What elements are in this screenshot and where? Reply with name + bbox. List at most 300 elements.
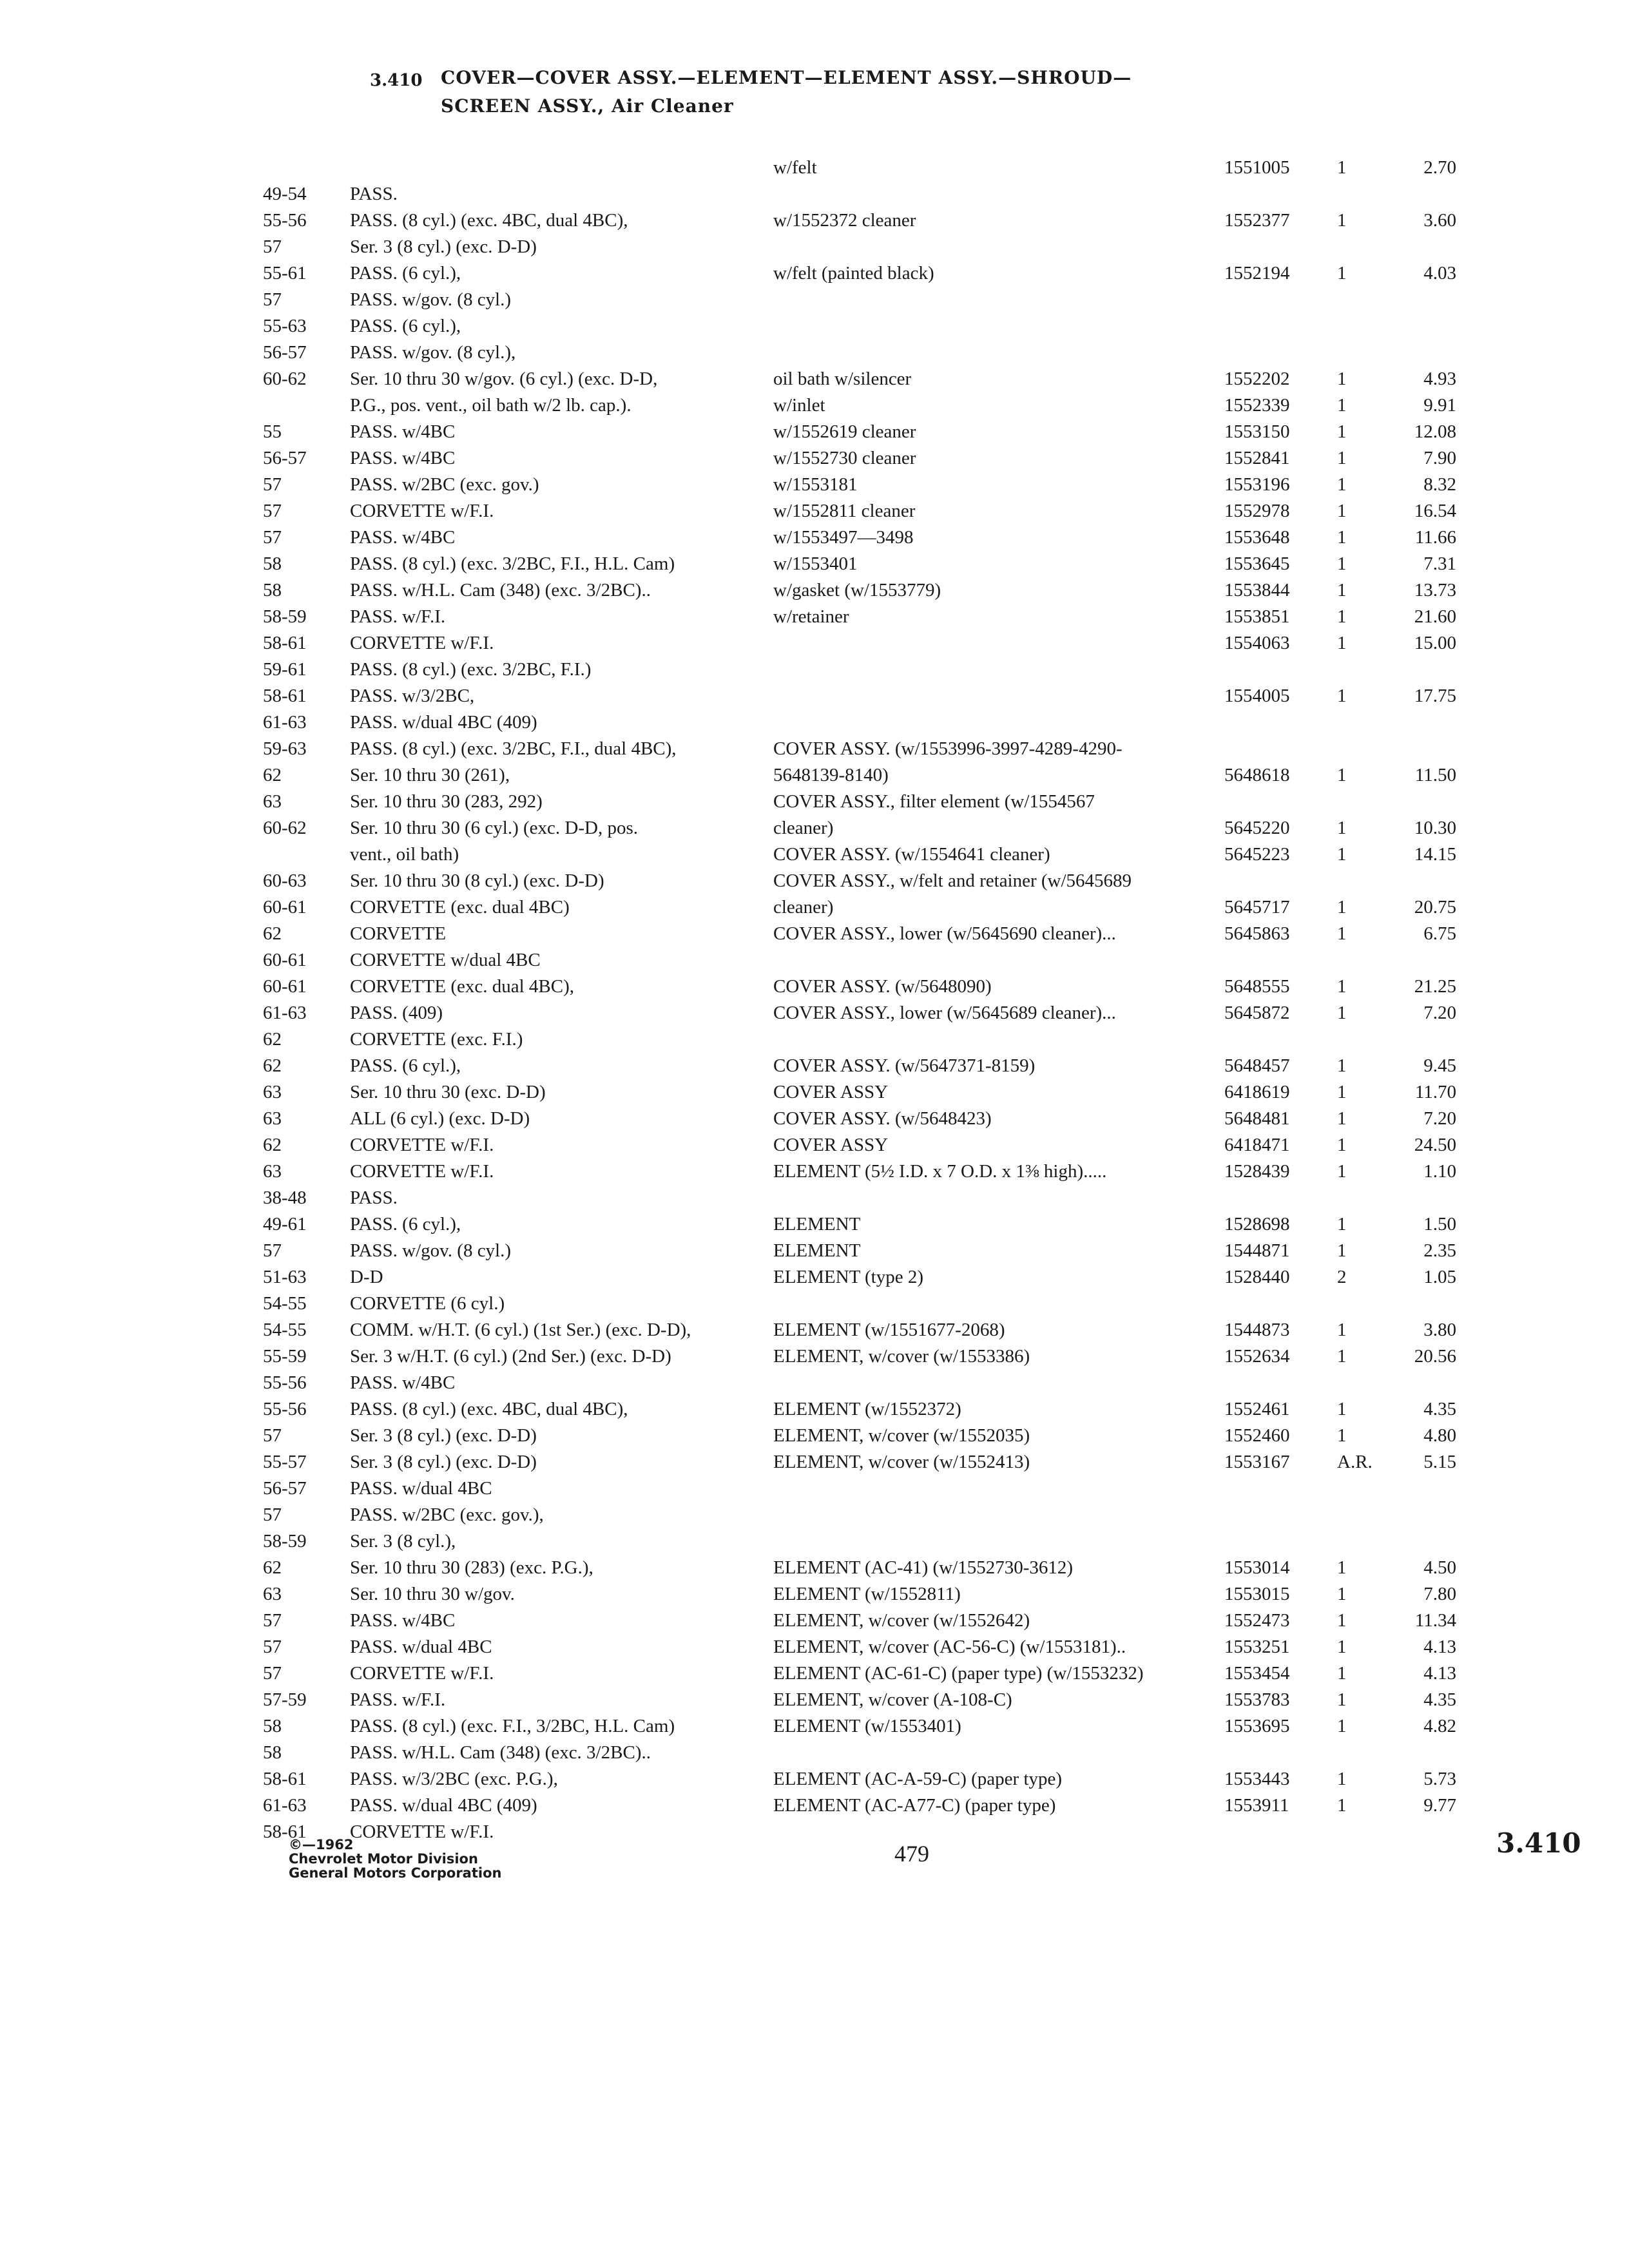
part-quantity: 1 [1337,395,1347,416]
part-row [773,1423,1476,1449]
part-number: 1544873 [1224,1320,1290,1340]
part-price: 3.60 [1423,210,1456,231]
part-description: COVER ASSY. (w/5648423) [773,1108,992,1129]
application-row [263,1238,753,1264]
application-row [263,181,753,207]
application-description: P.G., pos. vent., oil bath w/2 lb. cap.). [350,395,631,416]
part-description: w/felt (painted black) [773,263,934,284]
part-description: COVER ASSY., lower (w/5645689 cleaner)... [773,1003,1116,1023]
part-row [773,736,1476,762]
part-quantity: 1 [1337,474,1347,495]
year-range: 61-63 [263,1003,307,1023]
year-range: 57 [263,289,282,310]
application-description: Ser. 10 thru 30 (exc. D-D) [350,1082,546,1102]
part-description: w/gasket (w/1553779) [773,580,941,601]
part-row [773,1158,1476,1185]
part-row [773,683,1476,709]
year-range: 54-55 [263,1293,307,1314]
year-range: 60-62 [263,818,307,838]
part-row [773,868,1476,894]
year-range: 63 [263,1161,282,1182]
part-description: COVER ASSY. (w/1554641 cleaner) [773,844,1050,865]
part-row [773,815,1476,841]
application-description: CORVETTE (6 cyl.) [350,1293,505,1314]
part-price: 1.05 [1423,1267,1456,1287]
part-description: ELEMENT, w/cover (A-108-C) [773,1689,1012,1710]
part-row [773,974,1476,1000]
part-number: 1552460 [1224,1425,1290,1446]
part-description: COVER ASSY., lower (w/5645690 cleaner)... [773,923,1116,944]
application-description: PASS. (6 cyl.), [350,1214,461,1235]
year-range: 63 [263,791,282,812]
year-range: 60-63 [263,870,307,891]
part-number: 1553014 [1224,1557,1290,1578]
year-range: 60-62 [263,369,307,389]
part-price: 10.30 [1414,818,1456,838]
part-row [773,551,1476,577]
part-description: ELEMENT (AC-61-C) (paper type) (w/1553232) [773,1663,1144,1684]
part-row [773,392,1476,419]
part-quantity: 1 [1337,1637,1347,1657]
part-number: 1552473 [1224,1610,1290,1631]
year-range: 49-54 [263,184,307,204]
part-row [773,340,1476,366]
part-row [773,524,1476,551]
part-price: 5.15 [1423,1452,1456,1472]
part-row [773,1608,1476,1634]
application-row [263,1026,753,1053]
part-number: 5645717 [1224,897,1290,918]
part-row [773,498,1476,524]
application-description: PASS. w/F.I. [350,1689,446,1710]
part-description: w/felt [773,157,817,178]
part-number: 1553196 [1224,474,1290,495]
part-number: 1528439 [1224,1161,1290,1182]
part-quantity: 1 [1337,1425,1347,1446]
part-number: 1553645 [1224,553,1290,574]
part-number: 1552194 [1224,263,1290,284]
part-price: 7.90 [1423,448,1456,468]
part-description: COVER ASSY. (w/1553996-3997-4289-4290- [773,738,1123,759]
application-description: Ser. 3 (8 cyl.), [350,1531,456,1552]
part-price: 11.50 [1414,765,1456,785]
year-range: 58-59 [263,1531,307,1552]
year-range: 55-56 [263,1399,307,1419]
year-range: 57 [263,1425,282,1446]
part-row [773,207,1476,234]
year-range: 57 [263,474,282,495]
part-number: 1552377 [1224,210,1290,231]
parts-column [773,155,1476,1819]
part-quantity: 1 [1337,1795,1347,1816]
part-description: w/1552619 cleaner [773,421,916,442]
part-description: cleaner) [773,818,834,838]
part-number: 6418619 [1224,1082,1290,1102]
part-description: ELEMENT (5½ I.D. x 7 O.D. x 1⅜ high)..... [773,1161,1107,1182]
part-description: COVER ASSY., filter element (w/1554567 [773,791,1095,812]
part-quantity: 1 [1337,633,1347,653]
part-row [773,234,1476,260]
application-description: Ser. 3 (8 cyl.) (exc. D-D) [350,1425,537,1446]
application-row [263,709,753,736]
part-row [773,445,1476,472]
application-row [263,419,753,445]
part-quantity: 1 [1337,1716,1347,1736]
part-description: ELEMENT, w/cover (w/1552642) [773,1610,1030,1631]
part-row [773,366,1476,392]
part-description: ELEMENT [773,1214,861,1235]
part-price: 1.10 [1423,1161,1456,1182]
part-description: COVER ASSY [773,1135,889,1155]
part-row [773,921,1476,947]
application-row [263,657,753,683]
application-row [263,313,753,340]
year-range: 58 [263,1742,282,1763]
copyright-line: Chevrolet Motor Division [289,1851,478,1867]
part-row [773,1634,1476,1660]
part-description: ELEMENT (AC-41) (w/1552730-3612) [773,1557,1074,1578]
part-quantity: 1 [1337,1689,1347,1710]
part-quantity: 1 [1337,765,1347,785]
part-quantity: 1 [1337,157,1347,178]
year-range: 59-61 [263,659,307,680]
part-quantity: 1 [1337,263,1347,284]
year-range: 55-57 [263,1452,307,1472]
application-row [263,445,753,472]
part-number: 1553167 [1224,1452,1290,1472]
application-row [263,287,753,313]
part-quantity: 1 [1337,1610,1347,1631]
part-quantity: 1 [1337,553,1347,574]
application-row [263,868,753,894]
application-description: CORVETTE w/F.I. [350,1135,494,1155]
part-row [773,472,1476,498]
application-row [263,551,753,577]
year-range: 57 [263,1663,282,1684]
part-price: 2.35 [1423,1240,1456,1261]
application-description: PASS. w/4BC [350,1372,456,1393]
part-price: 4.35 [1423,1689,1456,1710]
application-description: PASS. (8 cyl.) (exc. 4BC, dual 4BC), [350,210,628,231]
application-row [263,472,753,498]
application-row [263,155,753,181]
part-row [773,1581,1476,1608]
part-description: ELEMENT (AC-A77-C) (paper type) [773,1795,1056,1816]
year-range: 62 [263,1135,282,1155]
part-row [773,604,1476,630]
application-description: ALL (6 cyl.) (exc. D-D) [350,1108,530,1129]
part-row [773,1740,1476,1766]
application-row [263,1185,753,1211]
part-price: 11.70 [1414,1082,1456,1102]
part-quantity: 1 [1337,527,1347,548]
part-price: 16.54 [1414,501,1456,521]
part-price: 11.34 [1414,1610,1456,1631]
part-quantity: 2 [1337,1267,1347,1287]
part-price: 4.80 [1423,1425,1456,1446]
section-number: 3.410 [370,71,423,90]
application-row [263,392,753,419]
part-number: 1553150 [1224,421,1290,442]
year-range: 62 [263,1557,282,1578]
part-description: ELEMENT (type 2) [773,1267,924,1287]
part-row [773,1264,1476,1291]
part-quantity: 1 [1337,1214,1347,1235]
part-quantity: 1 [1337,1769,1347,1789]
year-range: 55-59 [263,1346,307,1367]
part-row [773,419,1476,445]
part-quantity: 1 [1337,976,1347,997]
application-row [263,1528,753,1555]
application-row [263,1634,753,1660]
application-row [263,1502,753,1528]
application-description: PASS. w/dual 4BC (409) [350,712,537,733]
part-number: 1553015 [1224,1584,1290,1604]
part-description: w/1552811 cleaner [773,501,916,521]
year-range: 57 [263,527,282,548]
application-description: Ser. 10 thru 30 (261), [350,765,510,785]
part-quantity: 1 [1337,1240,1347,1261]
application-row [263,260,753,287]
part-row [773,1792,1476,1819]
application-row [263,1475,753,1502]
part-description: ELEMENT, w/cover (w/1553386) [773,1346,1030,1367]
application-description: PASS. w/4BC [350,1610,456,1631]
application-row [263,604,753,630]
year-range: 57 [263,236,282,257]
application-description: Ser. 10 thru 30 w/gov. [350,1584,515,1604]
part-description: w/1553401 [773,553,858,574]
application-description: PASS. w/dual 4BC [350,1478,492,1499]
part-price: 11.66 [1414,527,1456,548]
part-description: w/1553181 [773,474,858,495]
part-number: 1553454 [1224,1663,1290,1684]
part-row [773,1555,1476,1581]
part-price: 20.75 [1414,897,1456,918]
part-row [773,155,1476,181]
application-row [263,1660,753,1687]
part-row [773,1660,1476,1687]
part-number: 1553783 [1224,1689,1290,1710]
application-row [263,1264,753,1291]
part-description: ELEMENT (w/1552811) [773,1584,961,1604]
part-number: 1551005 [1224,157,1290,178]
application-row [263,1000,753,1026]
year-range: 59-63 [263,738,307,759]
application-row [263,1766,753,1792]
year-range: 57 [263,1240,282,1261]
part-description: COVER ASSY [773,1082,889,1102]
copyright-block [289,1838,501,1880]
part-quantity: 1 [1337,844,1347,865]
part-row [773,657,1476,683]
application-row [263,498,753,524]
part-row [773,1687,1476,1713]
year-range: 58 [263,553,282,574]
part-number: 5645863 [1224,923,1290,944]
part-price: 7.80 [1423,1584,1456,1604]
part-number: 1552841 [1224,448,1290,468]
part-row [773,1370,1476,1396]
application-row [263,894,753,921]
application-row [263,1079,753,1106]
application-description: CORVETTE (exc. dual 4BC) [350,897,570,918]
year-range: 60-61 [263,976,307,997]
part-quantity: 1 [1337,369,1347,389]
part-price: 17.75 [1414,686,1456,706]
part-price: 21.60 [1414,606,1456,627]
year-range: 62 [263,1029,282,1050]
application-row [263,524,753,551]
part-row [773,260,1476,287]
part-price: 4.82 [1423,1716,1456,1736]
part-price: 4.03 [1423,263,1456,284]
year-range: 60-61 [263,950,307,970]
part-row [773,577,1476,604]
part-description: ELEMENT (w/1553401) [773,1716,961,1736]
year-range: 58-61 [263,1769,307,1789]
application-row [263,1423,753,1449]
part-number: 5645872 [1224,1003,1290,1023]
part-number: 1552202 [1224,369,1290,389]
part-row [773,947,1476,974]
part-quantity: 1 [1337,1663,1347,1684]
part-price: 9.91 [1423,395,1456,416]
application-description: Ser. 10 thru 30 (6 cyl.) (exc. D-D, pos. [350,818,638,838]
application-row [263,921,753,947]
part-price: 4.13 [1423,1663,1456,1684]
year-range: 63 [263,1584,282,1604]
year-range: 58-61 [263,1821,307,1842]
application-description: Ser. 3 (8 cyl.) (exc. D-D) [350,236,537,257]
year-range: 55-56 [263,1372,307,1393]
application-row [263,1608,753,1634]
year-range: 58-59 [263,606,307,627]
application-description: CORVETTE (exc. F.I.) [350,1029,523,1050]
part-quantity: 1 [1337,580,1347,601]
application-description: CORVETTE [350,923,447,944]
part-row [773,1185,1476,1211]
application-row [263,577,753,604]
application-description: PASS. w/gov. (8 cyl.), [350,342,516,363]
part-quantity: 1 [1337,1082,1347,1102]
application-row [263,1291,753,1317]
application-description: CORVETTE w/F.I. [350,501,494,521]
year-range: 58 [263,1716,282,1736]
part-price: 7.20 [1423,1108,1456,1129]
year-range: 55-56 [263,210,307,231]
page-title-line-1: COVER—COVER ASSY.—ELEMENT—ELEMENT ASSY.—SHROUD— [441,67,1132,88]
application-description: PASS. w/3/2BC, [350,686,475,706]
part-number: 5648555 [1224,976,1290,997]
part-row [773,1106,1476,1132]
part-price: 3.80 [1423,1320,1456,1340]
part-description: COVER ASSY., w/felt and retainer (w/5645689 [773,870,1132,891]
part-row [773,1026,1476,1053]
part-quantity: 1 [1337,606,1347,627]
part-quantity: 1 [1337,818,1347,838]
year-range: 58 [263,580,282,601]
application-column [263,155,753,1845]
part-quantity: 1 [1337,1135,1347,1155]
part-price: 2.70 [1423,157,1456,178]
part-quantity: 1 [1337,897,1347,918]
part-price: 14.15 [1414,844,1456,865]
part-quantity: 1 [1337,1557,1347,1578]
application-description: COMM. w/H.T. (6 cyl.) (1st Ser.) (exc. D-D), [350,1320,691,1340]
part-price: 7.31 [1423,553,1456,574]
part-description: ELEMENT (w/1552372) [773,1399,961,1419]
part-quantity: 1 [1337,1055,1347,1076]
application-description: PASS. (8 cyl.) (exc. F.I., 3/2BC, H.L. Cam) [350,1716,675,1736]
part-row [773,1528,1476,1555]
part-description: ELEMENT, w/cover (w/1552035) [773,1425,1030,1446]
application-row [263,974,753,1000]
application-row [263,1317,753,1343]
part-row [773,1475,1476,1502]
part-row [773,894,1476,921]
application-row [263,947,753,974]
part-description: w/1552372 cleaner [773,210,916,231]
part-quantity: 1 [1337,501,1347,521]
part-row [773,1713,1476,1740]
part-price: 1.50 [1423,1214,1456,1235]
application-description: PASS. w/4BC [350,421,456,442]
part-price: 21.25 [1414,976,1456,997]
application-description: CORVETTE (exc. dual 4BC), [350,976,575,997]
year-range: 62 [263,765,282,785]
part-description: w/retainer [773,606,849,627]
year-range: 49-61 [263,1214,307,1235]
part-number: 5645223 [1224,844,1290,865]
year-range: 57 [263,1637,282,1657]
part-quantity: 1 [1337,1003,1347,1023]
part-number: 1554063 [1224,633,1290,653]
application-description: PASS. [350,1187,398,1208]
part-number: 1528440 [1224,1267,1290,1287]
application-row [263,1687,753,1713]
application-description: PASS. (8 cyl.) (exc. 3/2BC, F.I., dual 4BC), [350,738,677,759]
application-row [263,1132,753,1158]
part-number: 5648457 [1224,1055,1290,1076]
part-description: COVER ASSY. (w/5648090) [773,976,992,997]
year-range: 57-59 [263,1689,307,1710]
part-description: ELEMENT [773,1240,861,1261]
part-price: 24.50 [1414,1135,1456,1155]
year-range: 58-61 [263,686,307,706]
part-price: 7.20 [1423,1003,1456,1023]
application-description: PASS. [350,184,398,204]
part-number: 1553911 [1224,1795,1289,1816]
application-description: Ser. 3 (8 cyl.) (exc. D-D) [350,1452,537,1472]
application-row [263,1581,753,1608]
application-row [263,1343,753,1370]
part-price: 5.73 [1423,1769,1456,1789]
part-row [773,1396,1476,1423]
part-price: 13.73 [1414,580,1456,601]
part-description: w/inlet [773,395,825,416]
application-row [263,762,753,789]
part-number: 1552339 [1224,395,1290,416]
part-number: 1554005 [1224,686,1290,706]
year-range: 38-48 [263,1187,307,1208]
year-range: 55 [263,421,282,442]
application-description: PASS. w/dual 4BC [350,1637,492,1657]
copyright-line: ©—1962 [289,1837,354,1852]
application-row [263,683,753,709]
part-row [773,313,1476,340]
part-description: oil bath w/silencer [773,369,912,389]
